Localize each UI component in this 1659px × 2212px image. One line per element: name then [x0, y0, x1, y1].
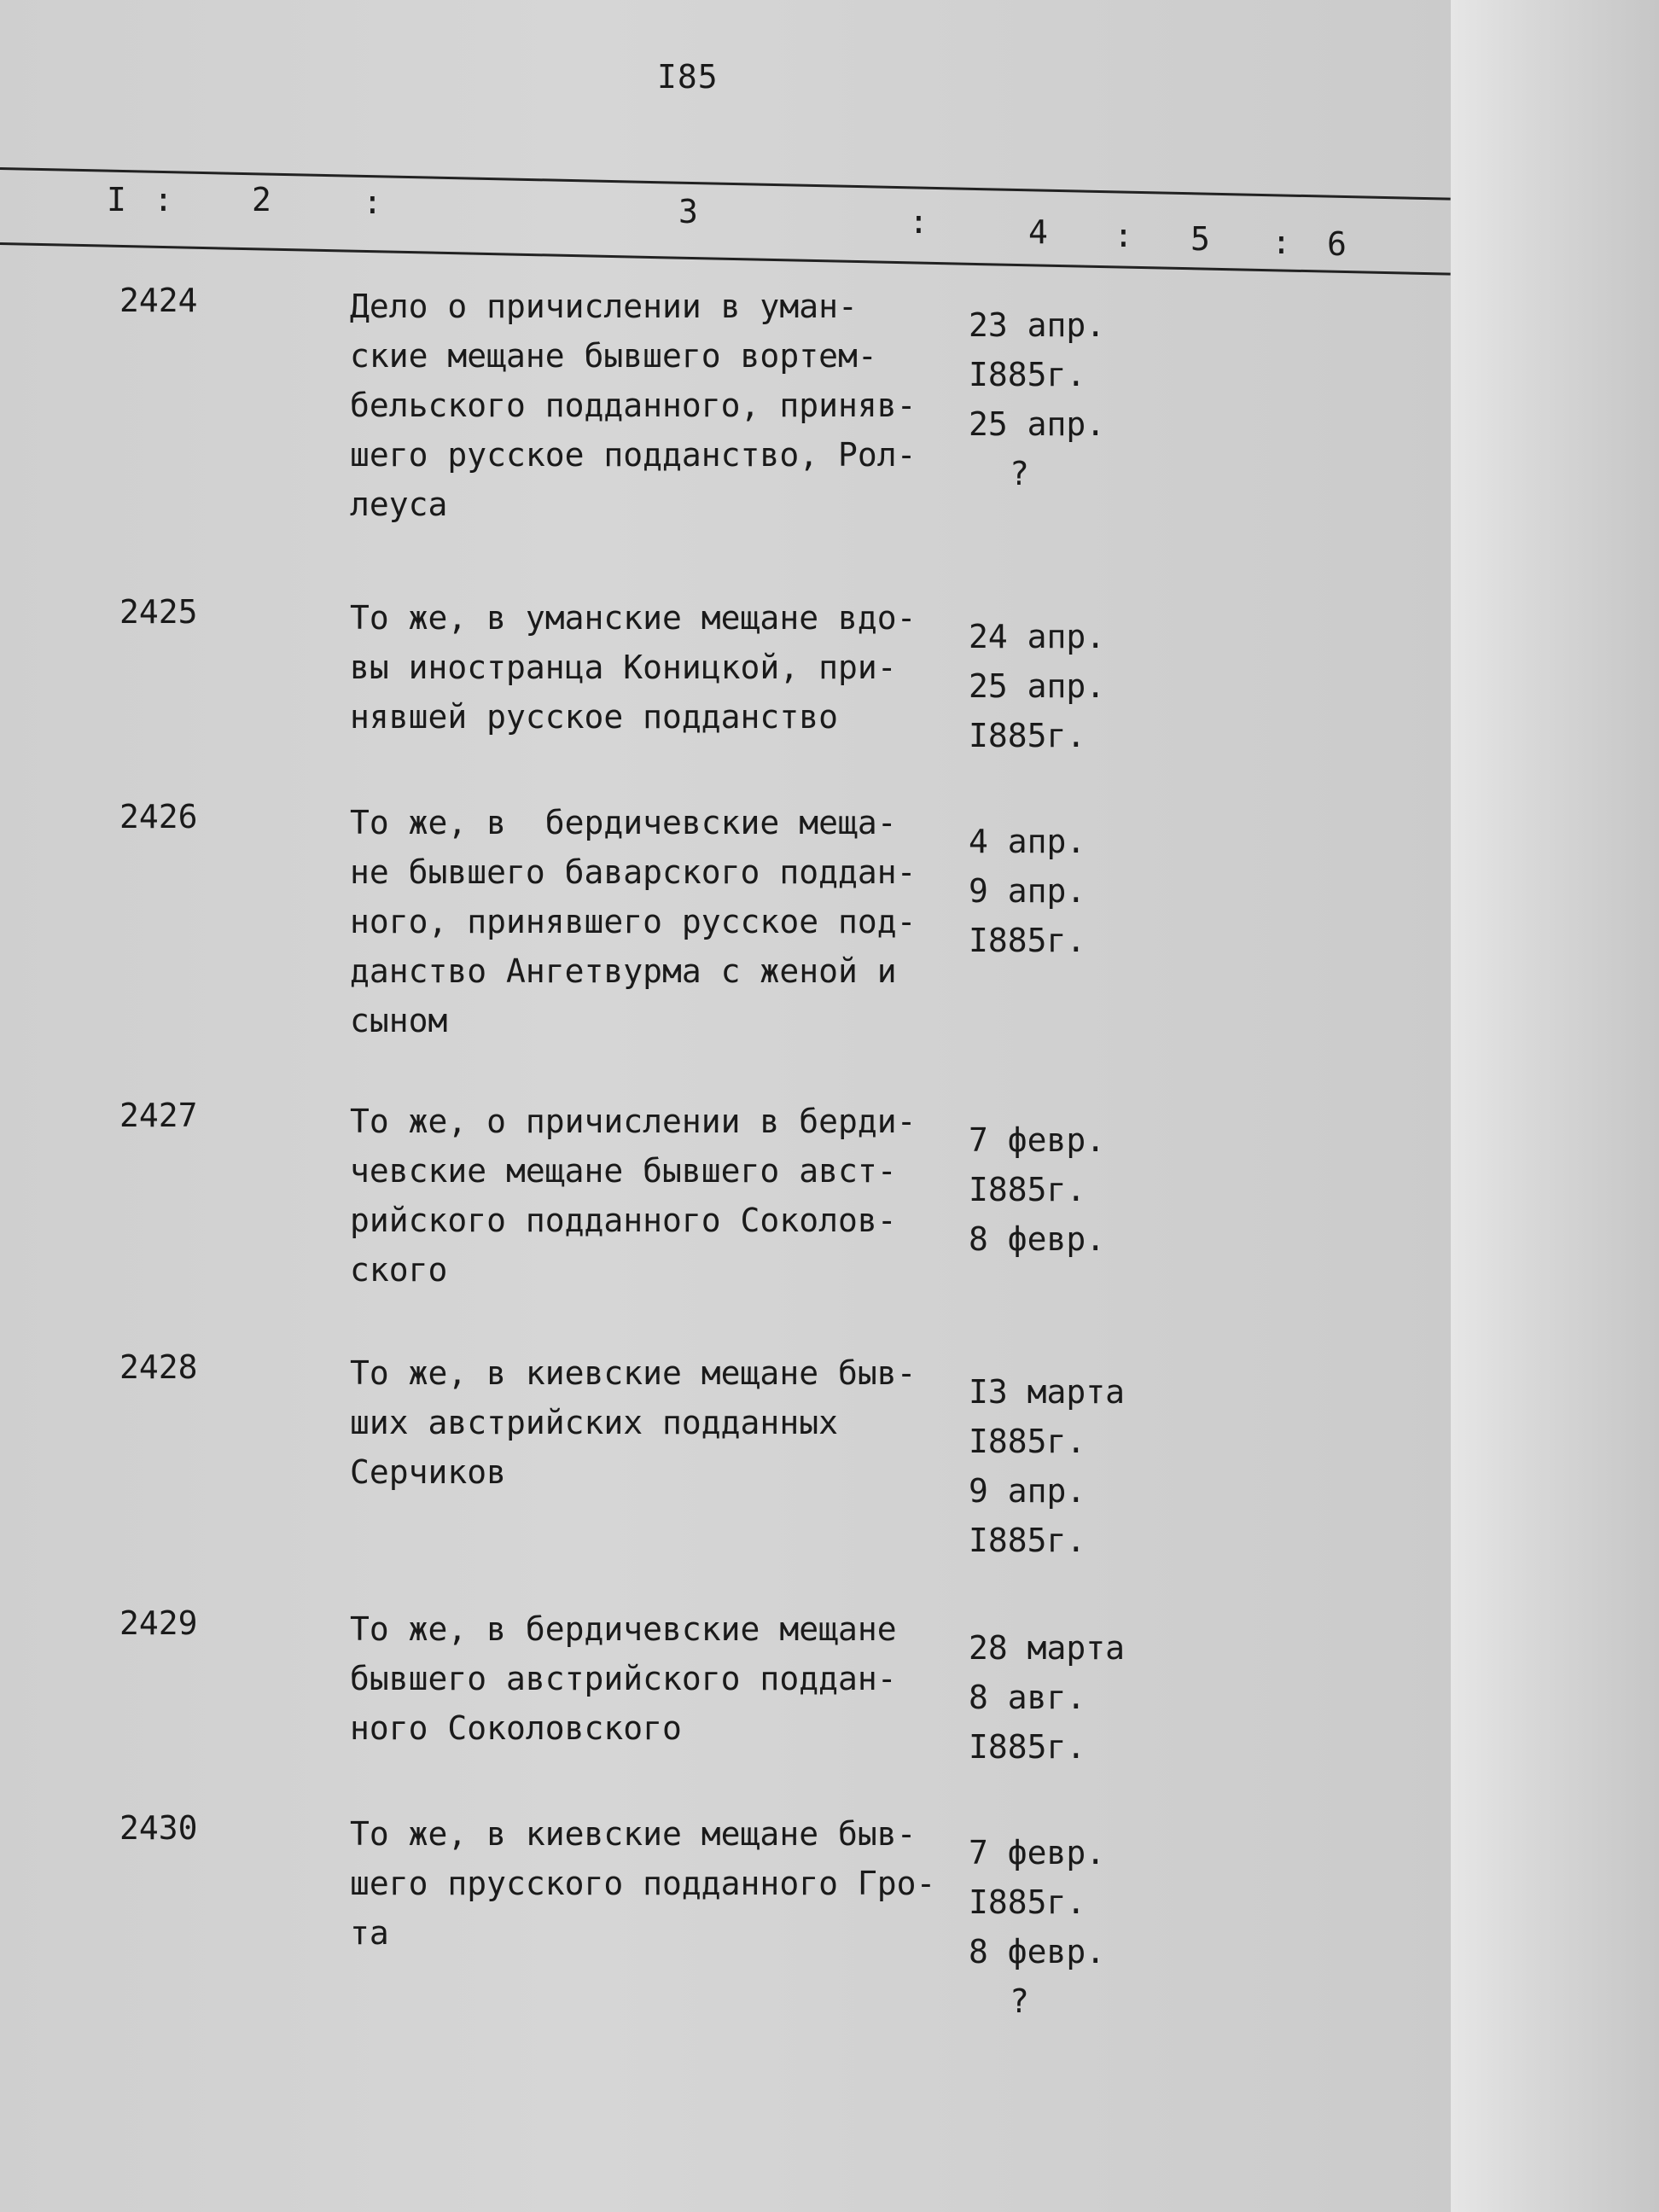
date-line: I885г.: [969, 356, 1086, 393]
date-line: I3 марта: [969, 1373, 1126, 1411]
description-line: сыном: [350, 1002, 448, 1039]
entry-dates: [969, 1115, 1173, 1264]
date-line: I885г.: [969, 1728, 1086, 1766]
date-line: 7 февр.: [969, 1121, 1106, 1159]
date-line: 7 февр.: [969, 1834, 1106, 1871]
description-line: Дело о причислении в уман-: [350, 288, 858, 325]
description-line: та: [350, 1914, 389, 1952]
col-header-1: I: [107, 181, 126, 218]
description-line: данство Ангетвурма с женой и: [350, 952, 897, 990]
description-line: То же, в киевские мещане быв-: [350, 1815, 917, 1853]
entry-description: [350, 798, 981, 1045]
col-header-separator: :: [363, 183, 382, 221]
description-line: шего русское подданство, Рол-: [350, 436, 917, 474]
description-line: ного, принявшего русское под-: [350, 903, 917, 940]
date-line: 25 апр.: [969, 405, 1106, 443]
description-line: шего прусского подданного Гро-: [350, 1865, 936, 1902]
date-line: 24 апр.: [969, 618, 1106, 655]
entry-number: 2428: [119, 1348, 198, 1386]
description-line: леуса: [350, 486, 448, 523]
entry-number: 2430: [119, 1809, 198, 1847]
date-line: 25 апр.: [969, 667, 1106, 705]
page-number: I85: [657, 58, 719, 96]
date-line: 8 авг.: [969, 1679, 1086, 1716]
date-line: I885г.: [969, 1522, 1086, 1559]
description-line: То же, в уманские мещане вдо-: [350, 599, 917, 637]
description-line: нявшей русское подданство: [350, 698, 838, 736]
col-header-separator: :: [154, 181, 173, 218]
date-line: 9 апр.: [969, 1472, 1086, 1510]
date-line: 9 апр.: [969, 872, 1086, 910]
entry-number: 2429: [119, 1604, 198, 1642]
description-line: То же, о причислении в берди-: [350, 1103, 917, 1140]
col-header-6: 6: [1327, 225, 1347, 263]
col-header-5: 5: [1190, 220, 1210, 258]
col-header-separator: :: [1114, 217, 1133, 254]
entry-description: [350, 1097, 981, 1295]
col-header-3: 3: [678, 193, 698, 230]
date-line: 8 февр.: [969, 1933, 1106, 1970]
header-rule-bottom: [0, 242, 1451, 276]
date-line: I885г.: [969, 1883, 1086, 1921]
page-edge: [1451, 0, 1659, 2212]
entry-dates: [969, 612, 1173, 760]
col-header-4: 4: [1028, 213, 1048, 251]
description-line: ские мещане бывшего вортем-: [350, 337, 877, 375]
entry-number: 2427: [119, 1097, 198, 1134]
date-line: I885г.: [969, 717, 1086, 754]
entry-description: [350, 1604, 981, 1753]
date-line: 23 апр.: [969, 306, 1106, 344]
description-line: То же, в киевские мещане быв-: [350, 1354, 917, 1392]
description-line: рийского подданного Соколов-: [350, 1202, 897, 1239]
date-line: ?: [1010, 455, 1029, 492]
entry-dates: [969, 1828, 1173, 2026]
description-line: бывшего австрийского поддан-: [350, 1660, 897, 1697]
entry-dates: [969, 1623, 1173, 1772]
entry-number: 2425: [119, 593, 198, 631]
entry-description: [350, 593, 981, 742]
description-line: чевские мещане бывшего авст-: [350, 1152, 897, 1190]
col-header-2: 2: [252, 181, 271, 218]
description-line: То же, в бердичевские мещане: [350, 1610, 897, 1648]
description-line: ших австрийских подданных: [350, 1404, 838, 1441]
description-line: вы иностранца Коницкой, при-: [350, 649, 897, 686]
col-header-separator: :: [1272, 224, 1291, 261]
col-header-separator: :: [909, 203, 928, 241]
date-line: ?: [1010, 1982, 1029, 2020]
entry-dates: [969, 1367, 1173, 1565]
entry-description: [350, 1809, 981, 1958]
description-line: ного Соколовского: [350, 1709, 682, 1747]
entry-number: 2424: [119, 282, 198, 319]
description-line: То же, в бердичевские меща-: [350, 804, 897, 841]
description-line: бельского подданного, приняв-: [350, 387, 917, 424]
description-line: не бывшего баварского поддан-: [350, 853, 917, 891]
entry-dates: [969, 817, 1173, 965]
description-line: Серчиков: [350, 1453, 507, 1491]
date-line: 28 марта: [969, 1629, 1126, 1667]
date-line: I885г.: [969, 1171, 1086, 1208]
entry-dates: [969, 300, 1173, 498]
description-line: ского: [350, 1251, 448, 1289]
entry-number: 2426: [119, 798, 198, 835]
date-line: I885г.: [969, 1423, 1086, 1460]
date-line: 8 февр.: [969, 1220, 1106, 1258]
entry-description: [350, 1348, 981, 1497]
header-rule-top: [0, 167, 1451, 201]
entry-description: [350, 282, 981, 529]
date-line: I885г.: [969, 922, 1086, 959]
date-line: 4 апр.: [969, 823, 1086, 860]
